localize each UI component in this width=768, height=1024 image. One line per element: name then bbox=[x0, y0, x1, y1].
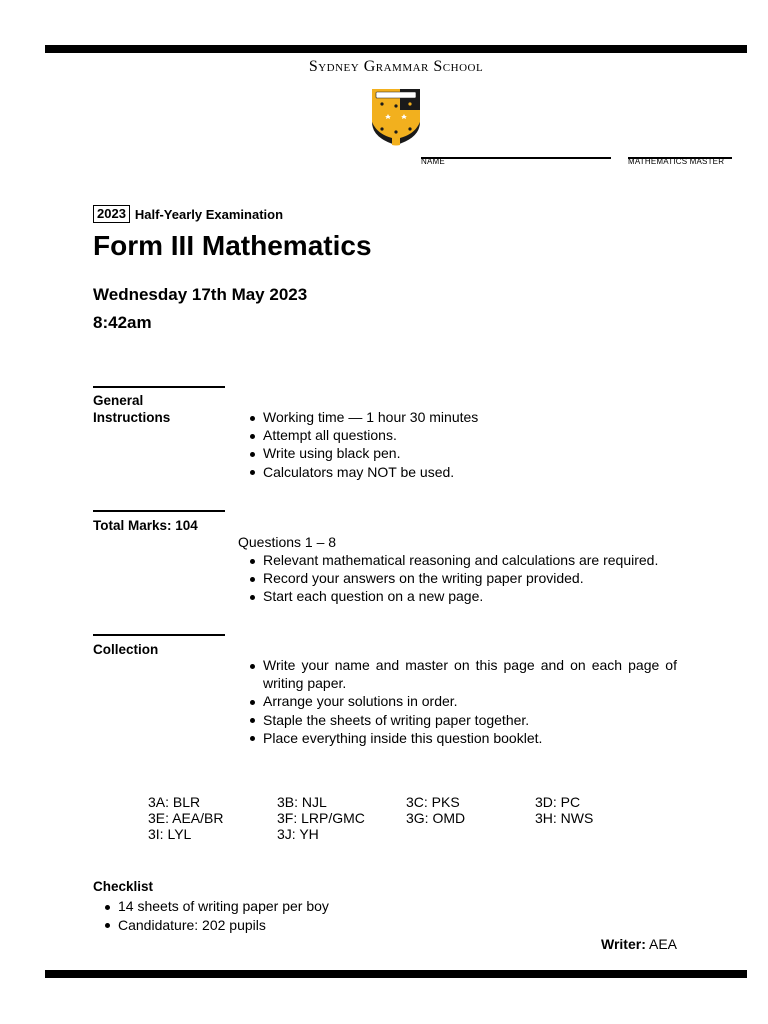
school-name: Sydney Grammar School bbox=[308, 58, 484, 75]
year-box: 2023 bbox=[93, 205, 130, 223]
class-master-entry: 3C: PKS bbox=[406, 794, 460, 810]
class-master-entry: 3G: OMD bbox=[406, 810, 466, 826]
checklist-list bbox=[100, 897, 329, 934]
name-signature-line[interactable] bbox=[421, 157, 611, 159]
class-master-entry: 3J: YH bbox=[277, 826, 319, 842]
writer-credit bbox=[601, 936, 677, 952]
general-instructions-list bbox=[245, 408, 478, 481]
list-item: Staple the sheets of writing paper together. bbox=[245, 711, 677, 729]
checklist-title: Checklist bbox=[93, 879, 154, 894]
list-item: 14 sheets of writing paper per boy bbox=[100, 897, 329, 916]
list-item: Attempt all questions. bbox=[245, 426, 478, 444]
list-item: Record your answers on the writing paper provided. bbox=[245, 569, 658, 587]
class-master-entry: 3I: LYL bbox=[148, 826, 192, 842]
list-item: Working time — 1 hour 30 minutes bbox=[245, 408, 478, 426]
collection-label: Collection bbox=[93, 642, 159, 657]
school-crest-logo bbox=[371, 88, 421, 146]
class-master-entry: 3F: LRP/GMC bbox=[277, 810, 365, 826]
questions-range: Questions 1 – 8 bbox=[238, 534, 337, 550]
exam-title: Form III Mathematics bbox=[93, 230, 372, 261]
marks-instructions-list bbox=[245, 551, 658, 606]
list-item: Candidature: 202 pupils bbox=[100, 916, 329, 935]
exam-date: Wednesday 17th May 2023 bbox=[93, 285, 308, 304]
section-rule-general bbox=[93, 386, 225, 388]
top-rule bbox=[45, 45, 747, 53]
list-item: Arrange your solutions in order. bbox=[245, 692, 677, 710]
class-master-entry: 3D: PC bbox=[535, 794, 581, 810]
exam-heading bbox=[93, 205, 283, 223]
list-item: Place everything inside this question booklet. bbox=[245, 729, 677, 747]
writer-value: AEA bbox=[648, 936, 677, 952]
list-item: Relevant mathematical reasoning and calculations are required. bbox=[245, 551, 658, 569]
class-master-entry: 3B: NJL bbox=[277, 794, 327, 810]
exam-time: 8:42am bbox=[93, 313, 152, 332]
class-masters-grid bbox=[148, 794, 664, 842]
list-item: Calculators may NOT be used. bbox=[245, 463, 478, 481]
bottom-rule bbox=[45, 970, 747, 978]
list-item: Write using black pen. bbox=[245, 444, 478, 462]
name-label: NAME bbox=[421, 157, 445, 166]
class-master-entry: 3H: NWS bbox=[535, 810, 594, 826]
section-rule-collection bbox=[93, 634, 225, 636]
general-instructions-label: General Instructions bbox=[93, 393, 171, 425]
total-marks-label: Total Marks: 104 bbox=[93, 518, 198, 533]
section-rule-marks bbox=[93, 510, 225, 512]
writer-label: Writer: bbox=[601, 936, 646, 952]
list-item: Start each question on a new page. bbox=[245, 587, 658, 605]
exam-type: Half-Yearly Examination bbox=[134, 206, 284, 222]
class-master-entry: 3A: BLR bbox=[148, 794, 201, 810]
class-master-entry: 3E: AEA/BR bbox=[148, 810, 224, 826]
collection-instructions-list bbox=[245, 656, 677, 747]
master-label: MATHEMATICS MASTER bbox=[628, 157, 725, 166]
list-item: Write your name and master on this page and on each page of writing paper. bbox=[245, 656, 677, 692]
